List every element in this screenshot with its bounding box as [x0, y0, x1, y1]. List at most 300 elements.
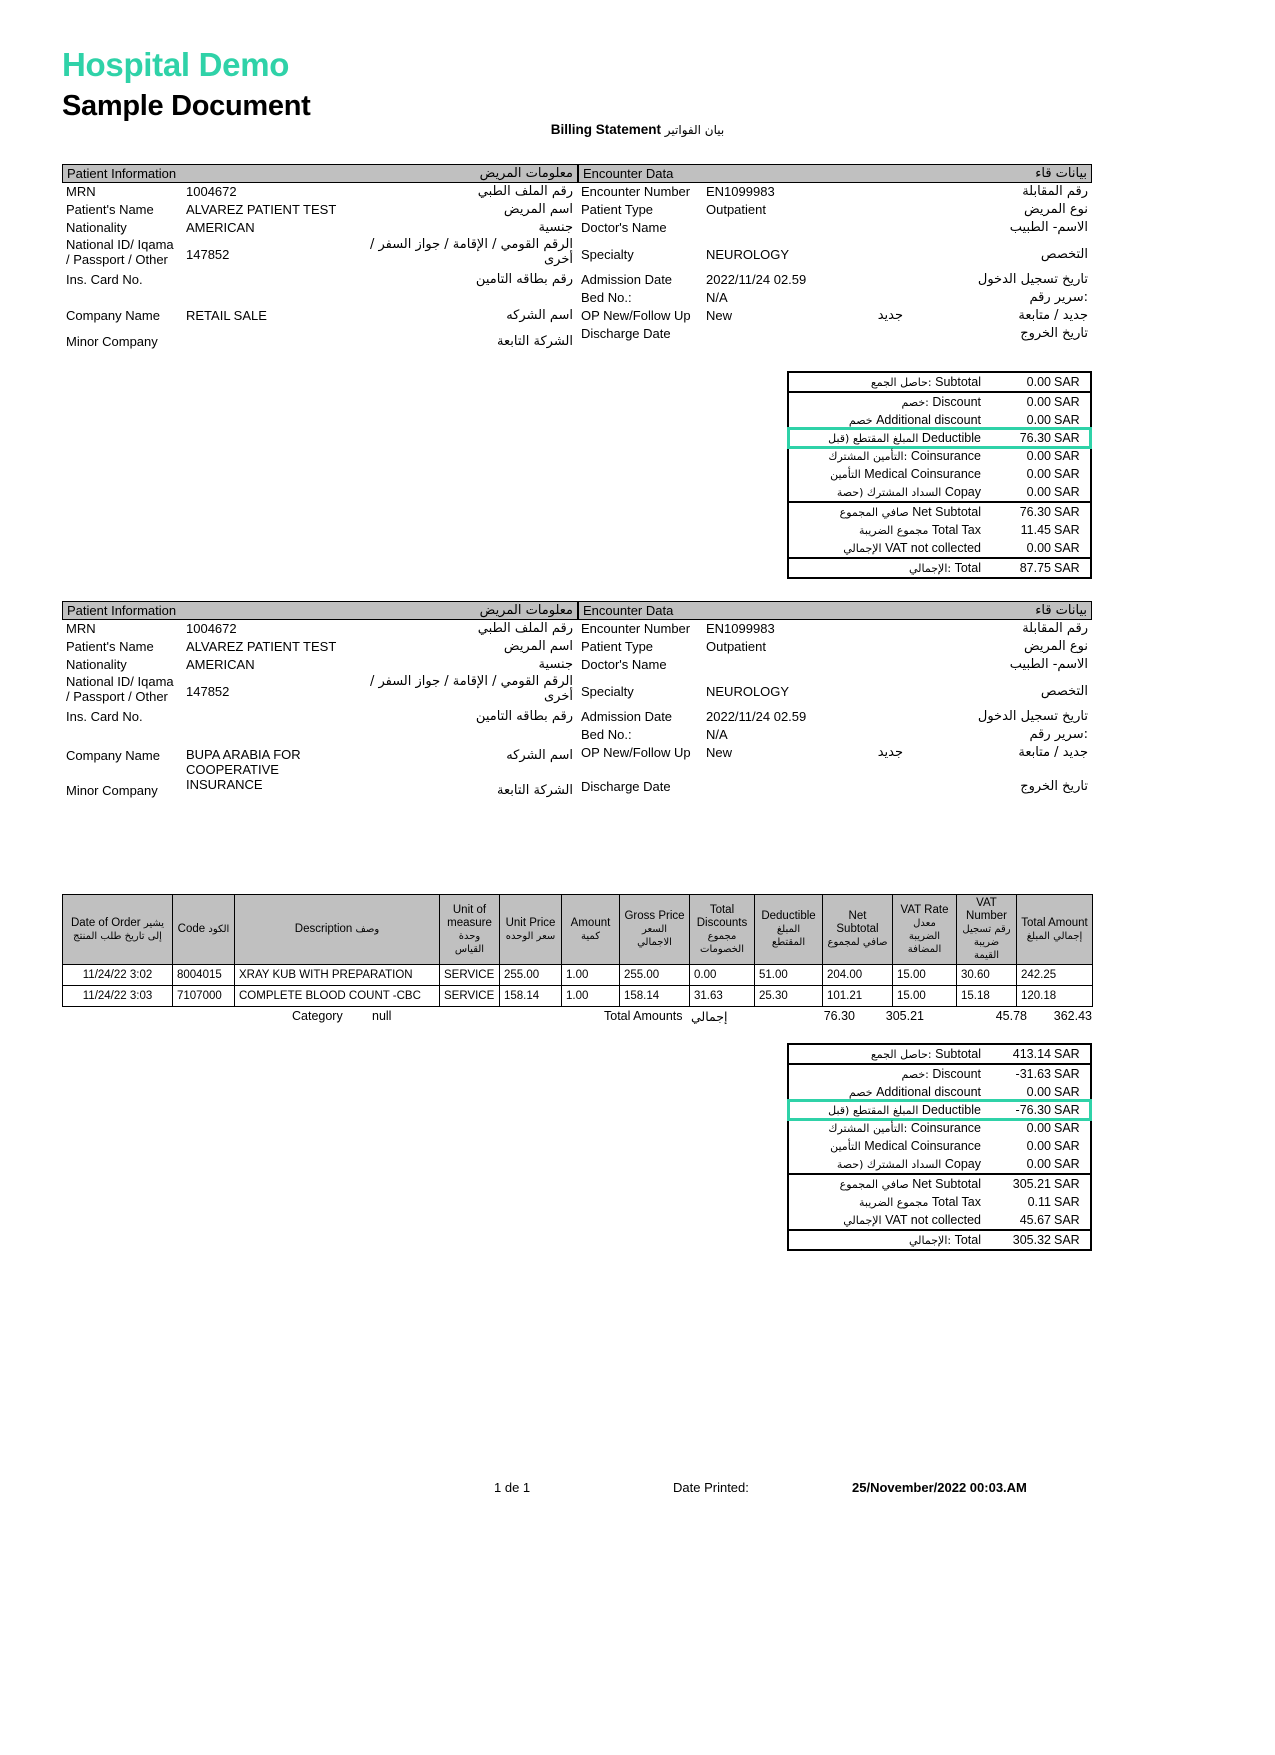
value2-company-name: BUPA ARABIA FOR COOPERATIVE INSURANCE — [186, 747, 301, 792]
label-ins-card-no: Ins. Card No. — [66, 272, 143, 287]
label2-company-name-ar: اسم الشركه — [506, 748, 573, 763]
col-gross-price — [620, 895, 690, 965]
totals2-subtotal-ar: حاصل الجمع: — [870, 1048, 932, 1061]
col-unit-of-measure-en: Unit of measure — [447, 903, 492, 929]
col-vat-number — [957, 895, 1017, 965]
label2-admission-date-ar: تاريخ تسجيل الدخول — [977, 709, 1088, 724]
label2-patient-name: Patient's Name — [66, 639, 154, 654]
totals1-vat-not-collected-ar: الإجمالي — [843, 542, 882, 555]
totals2-row-medical-coinsurance — [789, 1137, 1090, 1155]
patient-information-header-ar: معلومات المريض — [348, 165, 578, 182]
totals2-row-total — [789, 1231, 1090, 1249]
totals2-currency-additional-discount: SAR — [1054, 1085, 1080, 1099]
cell-total-amount: 242.25 — [1017, 965, 1093, 986]
label-company-name: Company Name — [66, 308, 160, 323]
value2-national-id: 147852 — [186, 684, 230, 699]
value2-patient-type: Outpatient — [706, 639, 766, 654]
totals2-subtotal-en: Subtotal — [935, 1047, 981, 1061]
totals1-label-additional-discount — [789, 413, 987, 427]
label2-op-new-follow-up: OP New/Follow Up — [581, 745, 691, 760]
cell-unit-of-measure: SERVICE — [440, 986, 500, 1007]
totals1-row-discount — [789, 393, 1090, 411]
row2-nationality-doctor-name — [62, 656, 1092, 674]
value2-bed-no: N/A — [706, 727, 728, 742]
items-totals-row — [62, 1009, 1092, 1031]
totals2-amount-subtotal: 413.14 — [1012, 1047, 1051, 1061]
label2-encounter-number-ar: رقم المقابلة — [1022, 621, 1088, 636]
cell-vat-rate: 15.00 — [893, 986, 957, 1007]
totals2-row-vat-not-collected — [789, 1211, 1090, 1229]
value2-encounter-number: EN1099983 — [706, 621, 775, 636]
totals1-label-total — [789, 561, 987, 575]
totals2-vat-not-collected-ar: الإجمالي — [843, 1214, 882, 1227]
label2-nationality-ar: جنسية — [538, 657, 573, 672]
encounter-data-header-ar: بيانات قاء — [1035, 166, 1087, 181]
totals1-group-3 — [789, 503, 1090, 559]
totals1-deductible-en: Deductible — [921, 431, 981, 445]
cell-deductible: 51.00 — [755, 965, 823, 986]
col-amount — [562, 895, 620, 965]
totals1-row-deductible — [789, 429, 1090, 447]
row-nationality-doctor-name — [62, 219, 1092, 237]
totals2-row-coinsurance — [789, 1119, 1090, 1137]
col-net-subtotal-en: Net Subtotal — [836, 910, 879, 935]
totals2-total-ar: الإجمالي: — [909, 1234, 952, 1247]
value-admission-date: 2022/11/24 02.59 — [706, 272, 807, 287]
totals2-copay-ar: السداد المشترك (حصة — [836, 1158, 942, 1171]
totals2-group-2 — [789, 1065, 1090, 1175]
totals1-currency-additional-discount: SAR — [1054, 413, 1080, 427]
label2-doctor-name-ar: الاسم- الطبيب — [1009, 657, 1088, 672]
totals1-net-subtotal-ar: صافي المجموع — [839, 506, 909, 519]
totals1-vat-not-collected-en: VAT not collected — [885, 541, 981, 555]
totals1-row-medical-coinsurance — [789, 465, 1090, 483]
value-nationality: AMERICAN — [186, 220, 255, 235]
col-description-ar: وصف — [355, 924, 380, 935]
statement-title — [0, 122, 1275, 137]
col-total-discounts-ar: مجموع الخصومات — [700, 930, 744, 955]
totals2-label-subtotal — [789, 1047, 987, 1061]
totals2-row-deductible — [789, 1101, 1090, 1119]
label-bed-no: Bed No.: — [581, 290, 632, 305]
totals2-deductible-ar: المبلغ المقتطع (قبل — [828, 1104, 919, 1117]
label-ins-card-no-ar: رقم بطاقه التامين — [475, 272, 573, 287]
totals1-row-copay — [789, 483, 1090, 501]
line-items-table — [62, 894, 1093, 1007]
label-admission-date: Admission Date — [581, 272, 673, 287]
value2-patient-name: ALVAREZ PATIENT TEST — [186, 639, 337, 654]
value-mrn: 1004672 — [186, 184, 237, 199]
totals2-total-tax-en: Total Tax — [931, 1195, 981, 1209]
cell-total-discounts: 0.00 — [690, 965, 755, 986]
col-unit-price-en: Unit Price — [505, 916, 556, 929]
totals2-medical-coinsurance-ar: التأمين — [830, 1140, 861, 1153]
col-deductible — [755, 895, 823, 965]
encounter-data-header-en-2: Encounter Data — [578, 602, 828, 619]
totals1-discount-en: Discount — [932, 395, 981, 409]
cell-net-subtotal: 204.00 — [823, 965, 893, 986]
totals1-total-ar: الإجمالي: — [909, 562, 952, 575]
category-label: Category — [292, 1009, 343, 1023]
totals1-row-coinsurance — [789, 447, 1090, 465]
value-company-name: RETAIL SALE — [186, 308, 267, 323]
cell-vat-number: 15.18 — [957, 986, 1017, 1007]
col-total-amount — [1017, 895, 1093, 965]
line-items-header-row — [63, 895, 1093, 965]
totals2-label-deductible — [789, 1103, 987, 1117]
col-description-en: Description — [294, 923, 353, 935]
label-encounter-number: Encounter Number — [581, 184, 691, 199]
col-vat-number-en: VAT Number — [966, 897, 1007, 922]
totals1-amount-additional-discount: 0.00 — [1026, 413, 1051, 427]
totals1-label-subtotal — [789, 375, 987, 389]
row-national-id-specialty — [62, 237, 1092, 271]
totals2-currency-coinsurance: SAR — [1054, 1121, 1080, 1135]
row2-national-id-specialty — [62, 674, 1092, 708]
col-total-discounts-en: Total Discounts — [696, 903, 748, 929]
totals1-currency-total: SAR — [1054, 561, 1080, 575]
col-code-ar: الكود — [208, 924, 230, 935]
value-national-id: 147852 — [186, 247, 230, 262]
totals1-medical-coinsurance-en: Medical Coinsurance — [864, 467, 981, 481]
col-date-of-order — [63, 895, 173, 965]
encounter-data-header-en: Encounter Data — [578, 165, 828, 182]
totals1-subtotal-en: Subtotal — [935, 375, 981, 389]
col-total-discounts — [690, 895, 755, 965]
totals2-group-4 — [789, 1231, 1090, 1249]
label2-national-id-ar: الرقم القومي / الإقامة / جواز السفر / أخرى — [369, 674, 573, 704]
totals1-currency-subtotal: SAR — [1054, 375, 1080, 389]
totals1-amount-discount: 0.00 — [1026, 395, 1051, 409]
line-items-body — [63, 965, 1093, 1007]
category-value: null — [372, 1009, 392, 1023]
totals2-vat-not-collected-en: VAT not collected — [885, 1213, 981, 1227]
totals2-total-en: Total — [954, 1233, 981, 1247]
totals1-total-tax-en: Total Tax — [931, 523, 981, 537]
totals1-label-total-tax — [789, 523, 987, 537]
label2-specialty: Specialty — [581, 684, 634, 699]
value-patient-type: Outpatient — [706, 202, 766, 217]
cell-total-amount: 120.18 — [1017, 986, 1093, 1007]
label-admission-date-ar: تاريخ تسجيل الدخول — [977, 272, 1088, 287]
col-vat-rate-en: VAT Rate — [900, 903, 949, 916]
totals1-amount-subtotal: 0.00 — [1026, 375, 1051, 389]
totals1-amount-medical-coinsurance: 0.00 — [1026, 467, 1051, 481]
cell-gross-price: 158.14 — [620, 986, 690, 1007]
label-company-name-ar: اسم الشركه — [506, 308, 573, 323]
cell-amount: 1.00 — [562, 986, 620, 1007]
label2-admission-date: Admission Date — [581, 709, 673, 724]
totals2-currency-copay: SAR — [1054, 1157, 1080, 1171]
totals1-group-4 — [789, 559, 1090, 577]
totals2-currency-medical-coinsurance: SAR — [1054, 1139, 1080, 1153]
totals1-row-total — [789, 559, 1090, 577]
totals1-amount-copay: 0.00 — [1026, 485, 1051, 499]
totals2-group-3 — [789, 1175, 1090, 1231]
total-vat-number: 45.78 — [995, 1009, 1027, 1023]
cell-unit-price: 158.14 — [500, 986, 562, 1007]
totals1-deductible-ar: المبلغ المقتطع (قبل — [828, 432, 919, 445]
totals2-deductible-en: Deductible — [921, 1103, 981, 1117]
totals1-row-subtotal — [789, 373, 1090, 391]
row2-bed-no — [62, 726, 1092, 744]
totals1-amount-deductible: 76.30 — [1019, 431, 1051, 445]
col-gross-price-ar: السعر الاجمالي — [637, 924, 672, 948]
total-amounts-label-en: Total Amounts — [604, 1009, 683, 1023]
totals1-additional-discount-en: Additional discount — [876, 413, 981, 427]
label-discharge-date: Discharge Date — [581, 326, 671, 341]
totals2-label-total — [789, 1233, 987, 1247]
totals1-currency-vat-not-collected: SAR — [1054, 541, 1080, 555]
col-net-subtotal — [823, 895, 893, 965]
cell-gross-price: 255.00 — [620, 965, 690, 986]
value-op-new-follow-up: New — [706, 308, 733, 323]
totals2-additional-discount-en: Additional discount — [876, 1085, 981, 1099]
total-amount-sum: 362.43 — [1053, 1009, 1092, 1023]
label2-discharge-date-ar: تاريخ الخروج — [1020, 779, 1088, 794]
totals2-amount-coinsurance: 0.00 — [1026, 1121, 1051, 1135]
totals1-subtotal-ar: حاصل الجمع: — [870, 376, 932, 389]
totals2-label-net-subtotal — [789, 1177, 987, 1191]
totals1-copay-en: Copay — [944, 485, 981, 499]
cell-code: 8004015 — [173, 965, 235, 986]
cell-total-discounts: 31.63 — [690, 986, 755, 1007]
label-doctor-name-ar: الاسم- الطبيب — [1009, 220, 1088, 235]
totals1-label-copay — [789, 485, 987, 499]
totals2-amount-additional-discount: 0.00 — [1026, 1085, 1051, 1099]
cell-code: 7107000 — [173, 986, 235, 1007]
page-title: Sample Document — [62, 90, 311, 122]
label2-national-id: National ID/ Iqama / Passport / Other — [66, 674, 174, 704]
patient-information-header-en: Patient Information — [67, 166, 177, 181]
totals2-amount-medical-coinsurance: 0.00 — [1026, 1139, 1051, 1153]
totals2-amount-copay: 0.00 — [1026, 1157, 1051, 1171]
totals1-coinsurance-en: Coinsurance — [910, 449, 981, 463]
label2-specialty-ar: التخصص — [1040, 684, 1088, 699]
col-date-of-order-ar: يشير إلى تاريخ طلب المنتج — [73, 917, 165, 942]
totals1-amount-vat-not-collected: 0.00 — [1026, 541, 1051, 555]
label-nationality: Nationality — [66, 220, 127, 235]
value2-op-new-follow-up-ar: جديد — [877, 745, 903, 760]
row2-ins-card-admission-date — [62, 708, 1092, 726]
totals2-label-total-tax — [789, 1195, 987, 1209]
label2-patient-type: Patient Type — [581, 639, 654, 654]
totals2-amount-total: 305.32 — [1012, 1233, 1051, 1247]
totals1-currency-total-tax: SAR — [1054, 523, 1080, 537]
footer-page-number: 1 de 1 — [494, 1480, 531, 1495]
totals2-discount-ar: خصم: — [901, 1068, 929, 1081]
label-national-id: National ID/ Iqama / Passport / Other — [66, 237, 174, 267]
row-ins-card-admission-date — [62, 271, 1092, 289]
col-unit-of-measure — [440, 895, 500, 965]
col-vat-rate — [893, 895, 957, 965]
label2-bed-no-ar: سرير رقم: — [1029, 727, 1088, 742]
totals1-label-discount — [789, 395, 987, 409]
totals1-medical-coinsurance-ar: التأمين — [830, 468, 861, 481]
totals2-row-subtotal — [789, 1045, 1090, 1063]
totals2-row-additional-discount — [789, 1083, 1090, 1101]
patient-information-header-en-2: Patient Information — [67, 603, 177, 618]
totals2-amount-vat-not-collected: 45.67 — [1019, 1213, 1051, 1227]
label2-ins-card-no: Ins. Card No. — [66, 709, 143, 724]
table-row — [63, 986, 1093, 1007]
totals1-currency-copay: SAR — [1054, 485, 1080, 499]
col-vat-number-ar: رقم تسجيل ضريبة القيمة — [962, 924, 1011, 961]
label2-nationality: Nationality — [66, 657, 127, 672]
totals2-label-medical-coinsurance — [789, 1139, 987, 1153]
totals1-net-subtotal-en: Net Subtotal — [912, 505, 981, 519]
label-national-id-ar: الرقم القومي / الإقامة / جواز السفر / أخرى — [369, 237, 573, 267]
table-row — [63, 965, 1093, 986]
label-patient-name: Patient's Name — [66, 202, 154, 217]
totals2-row-discount — [789, 1065, 1090, 1083]
cell-unit-price: 255.00 — [500, 965, 562, 986]
totals1-total-tax-ar: مجموع الضريبة — [859, 524, 929, 537]
statement-title-en: Billing Statement — [550, 122, 662, 137]
label2-minor-company-ar: الشركة التابعة — [497, 783, 573, 798]
totals2-currency-vat-not-collected: SAR — [1054, 1213, 1080, 1227]
label2-minor-company: Minor Company — [66, 783, 158, 798]
totals1-label-medical-coinsurance — [789, 467, 987, 481]
totals1-label-coinsurance — [789, 449, 987, 463]
col-unit-of-measure-ar: وحدة القياس — [454, 930, 485, 955]
patient-encounter-block-1 — [62, 164, 1092, 351]
footer-date-printed-value: 25/November/2022 00:03.AM — [852, 1480, 1027, 1495]
totals2-amount-total-tax: 0.11 — [1027, 1195, 1051, 1209]
label-mrn-ar: رقم الملف الطبي — [477, 184, 573, 199]
statement-title-ar: بيان الفواتير — [664, 123, 725, 137]
col-unit-price — [500, 895, 562, 965]
value2-specialty: NEUROLOGY — [706, 684, 790, 699]
total-deductible: 76.30 — [823, 1009, 855, 1023]
patient-information-header-ar-2: معلومات المريض — [348, 602, 578, 619]
totals2-medical-coinsurance-en: Medical Coinsurance — [864, 1139, 981, 1153]
totals1-currency-net-subtotal: SAR — [1054, 505, 1080, 519]
label-specialty: Specialty — [581, 247, 634, 262]
label-specialty-ar: التخصص — [1040, 247, 1088, 262]
row-bed-no — [62, 289, 1092, 307]
value-patient-name: ALVAREZ PATIENT TEST — [186, 202, 337, 217]
label-encounter-number-ar: رقم المقابلة — [1022, 184, 1088, 199]
col-amount-en: Amount — [570, 916, 611, 929]
row-minor-company-discharge-date — [62, 325, 1092, 351]
value-encounter-number: EN1099983 — [706, 184, 775, 199]
label-op-new-follow-up-ar: جديد / متابعة — [1018, 308, 1088, 323]
label2-encounter-number: Encounter Number — [581, 621, 691, 636]
totals2-currency-discount: SAR — [1054, 1067, 1080, 1081]
totals2-net-subtotal-ar: صافي المجموع — [839, 1178, 909, 1191]
totals2-currency-total-tax: SAR — [1054, 1195, 1080, 1209]
totals1-amount-coinsurance: 0.00 — [1026, 449, 1051, 463]
label-patient-type-ar: نوع المريض — [1023, 202, 1088, 217]
col-date-of-order-en: Date of Order — [70, 916, 141, 929]
label-discharge-date-ar: تاريخ الخروج — [1020, 326, 1088, 341]
totals2-currency-deductible: SAR — [1054, 1103, 1080, 1117]
totals2-currency-net-subtotal: SAR — [1054, 1177, 1080, 1191]
totals1-currency-medical-coinsurance: SAR — [1054, 467, 1080, 481]
encounter-data-header-ar-2: بيانات قاء — [1035, 603, 1087, 618]
cell-unit-of-measure: SERVICE — [440, 965, 500, 986]
block2-header-row — [62, 601, 1092, 620]
totals1-currency-deductible: SAR — [1054, 431, 1080, 445]
totals2-currency-total: SAR — [1054, 1233, 1080, 1247]
totals2-label-copay — [789, 1157, 987, 1171]
totals1-row-vat-not-collected — [789, 539, 1090, 557]
totals1-row-net-subtotal — [789, 503, 1090, 521]
totals2-label-vat-not-collected — [789, 1213, 987, 1227]
brand-title: Hospital Demo — [62, 46, 290, 83]
totals2-row-total-tax — [789, 1193, 1090, 1211]
col-total-amount-ar: إجمالي المبلغ — [1026, 930, 1083, 942]
label2-ins-card-no-ar: رقم بطاقه التامين — [475, 709, 573, 724]
row-patient-name-patient-type — [62, 201, 1092, 219]
totals1-additional-discount-ar: خصم — [848, 414, 873, 427]
cell-description: COMPLETE BLOOD COUNT -CBC — [235, 986, 440, 1007]
totals2-amount-discount: -31.63 — [1015, 1067, 1051, 1081]
value2-nationality: AMERICAN — [186, 657, 255, 672]
totals2-coinsurance-en: Coinsurance — [910, 1121, 981, 1135]
row2-patient-name-patient-type — [62, 638, 1092, 656]
row-mrn-encounter-number — [62, 183, 1092, 201]
totals1-group-2 — [789, 393, 1090, 503]
footer-date-printed-label: Date Printed: — [673, 1480, 749, 1495]
totals2-amount-deductible: -76.30 — [1015, 1103, 1051, 1117]
totals2-label-additional-discount — [789, 1085, 987, 1099]
totals1-amount-net-subtotal: 76.30 — [1019, 505, 1051, 519]
totals2-label-discount — [789, 1067, 987, 1081]
total-net-subtotal: 305.21 — [885, 1009, 924, 1023]
label-doctor-name: Doctor's Name — [581, 220, 667, 235]
totals2-amount-net-subtotal: 305.21 — [1012, 1177, 1051, 1191]
label-minor-company-ar: الشركة التابعة — [497, 334, 573, 349]
label2-discharge-date: Discharge Date — [581, 779, 671, 794]
cell-description: XRAY KUB WITH PREPARATION — [235, 965, 440, 986]
label2-doctor-name: Doctor's Name — [581, 657, 667, 672]
totals1-row-total-tax — [789, 521, 1090, 539]
label-minor-company: Minor Company — [66, 334, 158, 349]
totals1-amount-total: 87.75 — [1019, 561, 1051, 575]
block1-rows — [62, 183, 1092, 351]
totals2-group-1 — [789, 1045, 1090, 1065]
col-unit-price-ar: سعر الوحده — [505, 930, 556, 942]
totals1-total-en: Total — [954, 561, 981, 575]
totals2-net-subtotal-en: Net Subtotal — [912, 1177, 981, 1191]
totals2-row-net-subtotal — [789, 1175, 1090, 1193]
label-nationality-ar: جنسية — [538, 220, 573, 235]
totals1-label-deductible — [789, 431, 987, 445]
block1-header-row — [62, 164, 1092, 183]
value2-mrn: 1004672 — [186, 621, 237, 636]
cell-vat-number: 30.60 — [957, 965, 1017, 986]
col-code — [173, 895, 235, 965]
totals1-row-additional-discount — [789, 411, 1090, 429]
label2-mrn-ar: رقم الملف الطبي — [477, 621, 573, 636]
totals2-total-tax-ar: مجموع الضريبة — [859, 1196, 929, 1209]
value-bed-no: N/A — [706, 290, 728, 305]
totals2-discount-en: Discount — [932, 1067, 981, 1081]
col-amount-ar: كمية — [581, 930, 600, 942]
col-net-subtotal-ar: صافي لمجموع — [827, 937, 888, 948]
totals2-additional-discount-ar: خصم — [848, 1086, 873, 1099]
label2-patient-name-ar: اسم المريض — [503, 639, 573, 654]
label-mrn: MRN — [66, 184, 96, 199]
label-bed-no-ar: سرير رقم: — [1029, 290, 1088, 305]
totals2-copay-en: Copay — [944, 1157, 981, 1171]
totals1-currency-coinsurance: SAR — [1054, 449, 1080, 463]
totals1-currency-discount: SAR — [1054, 395, 1080, 409]
cell-amount: 1.00 — [562, 965, 620, 986]
value2-op-new-follow-up: New — [706, 745, 733, 760]
